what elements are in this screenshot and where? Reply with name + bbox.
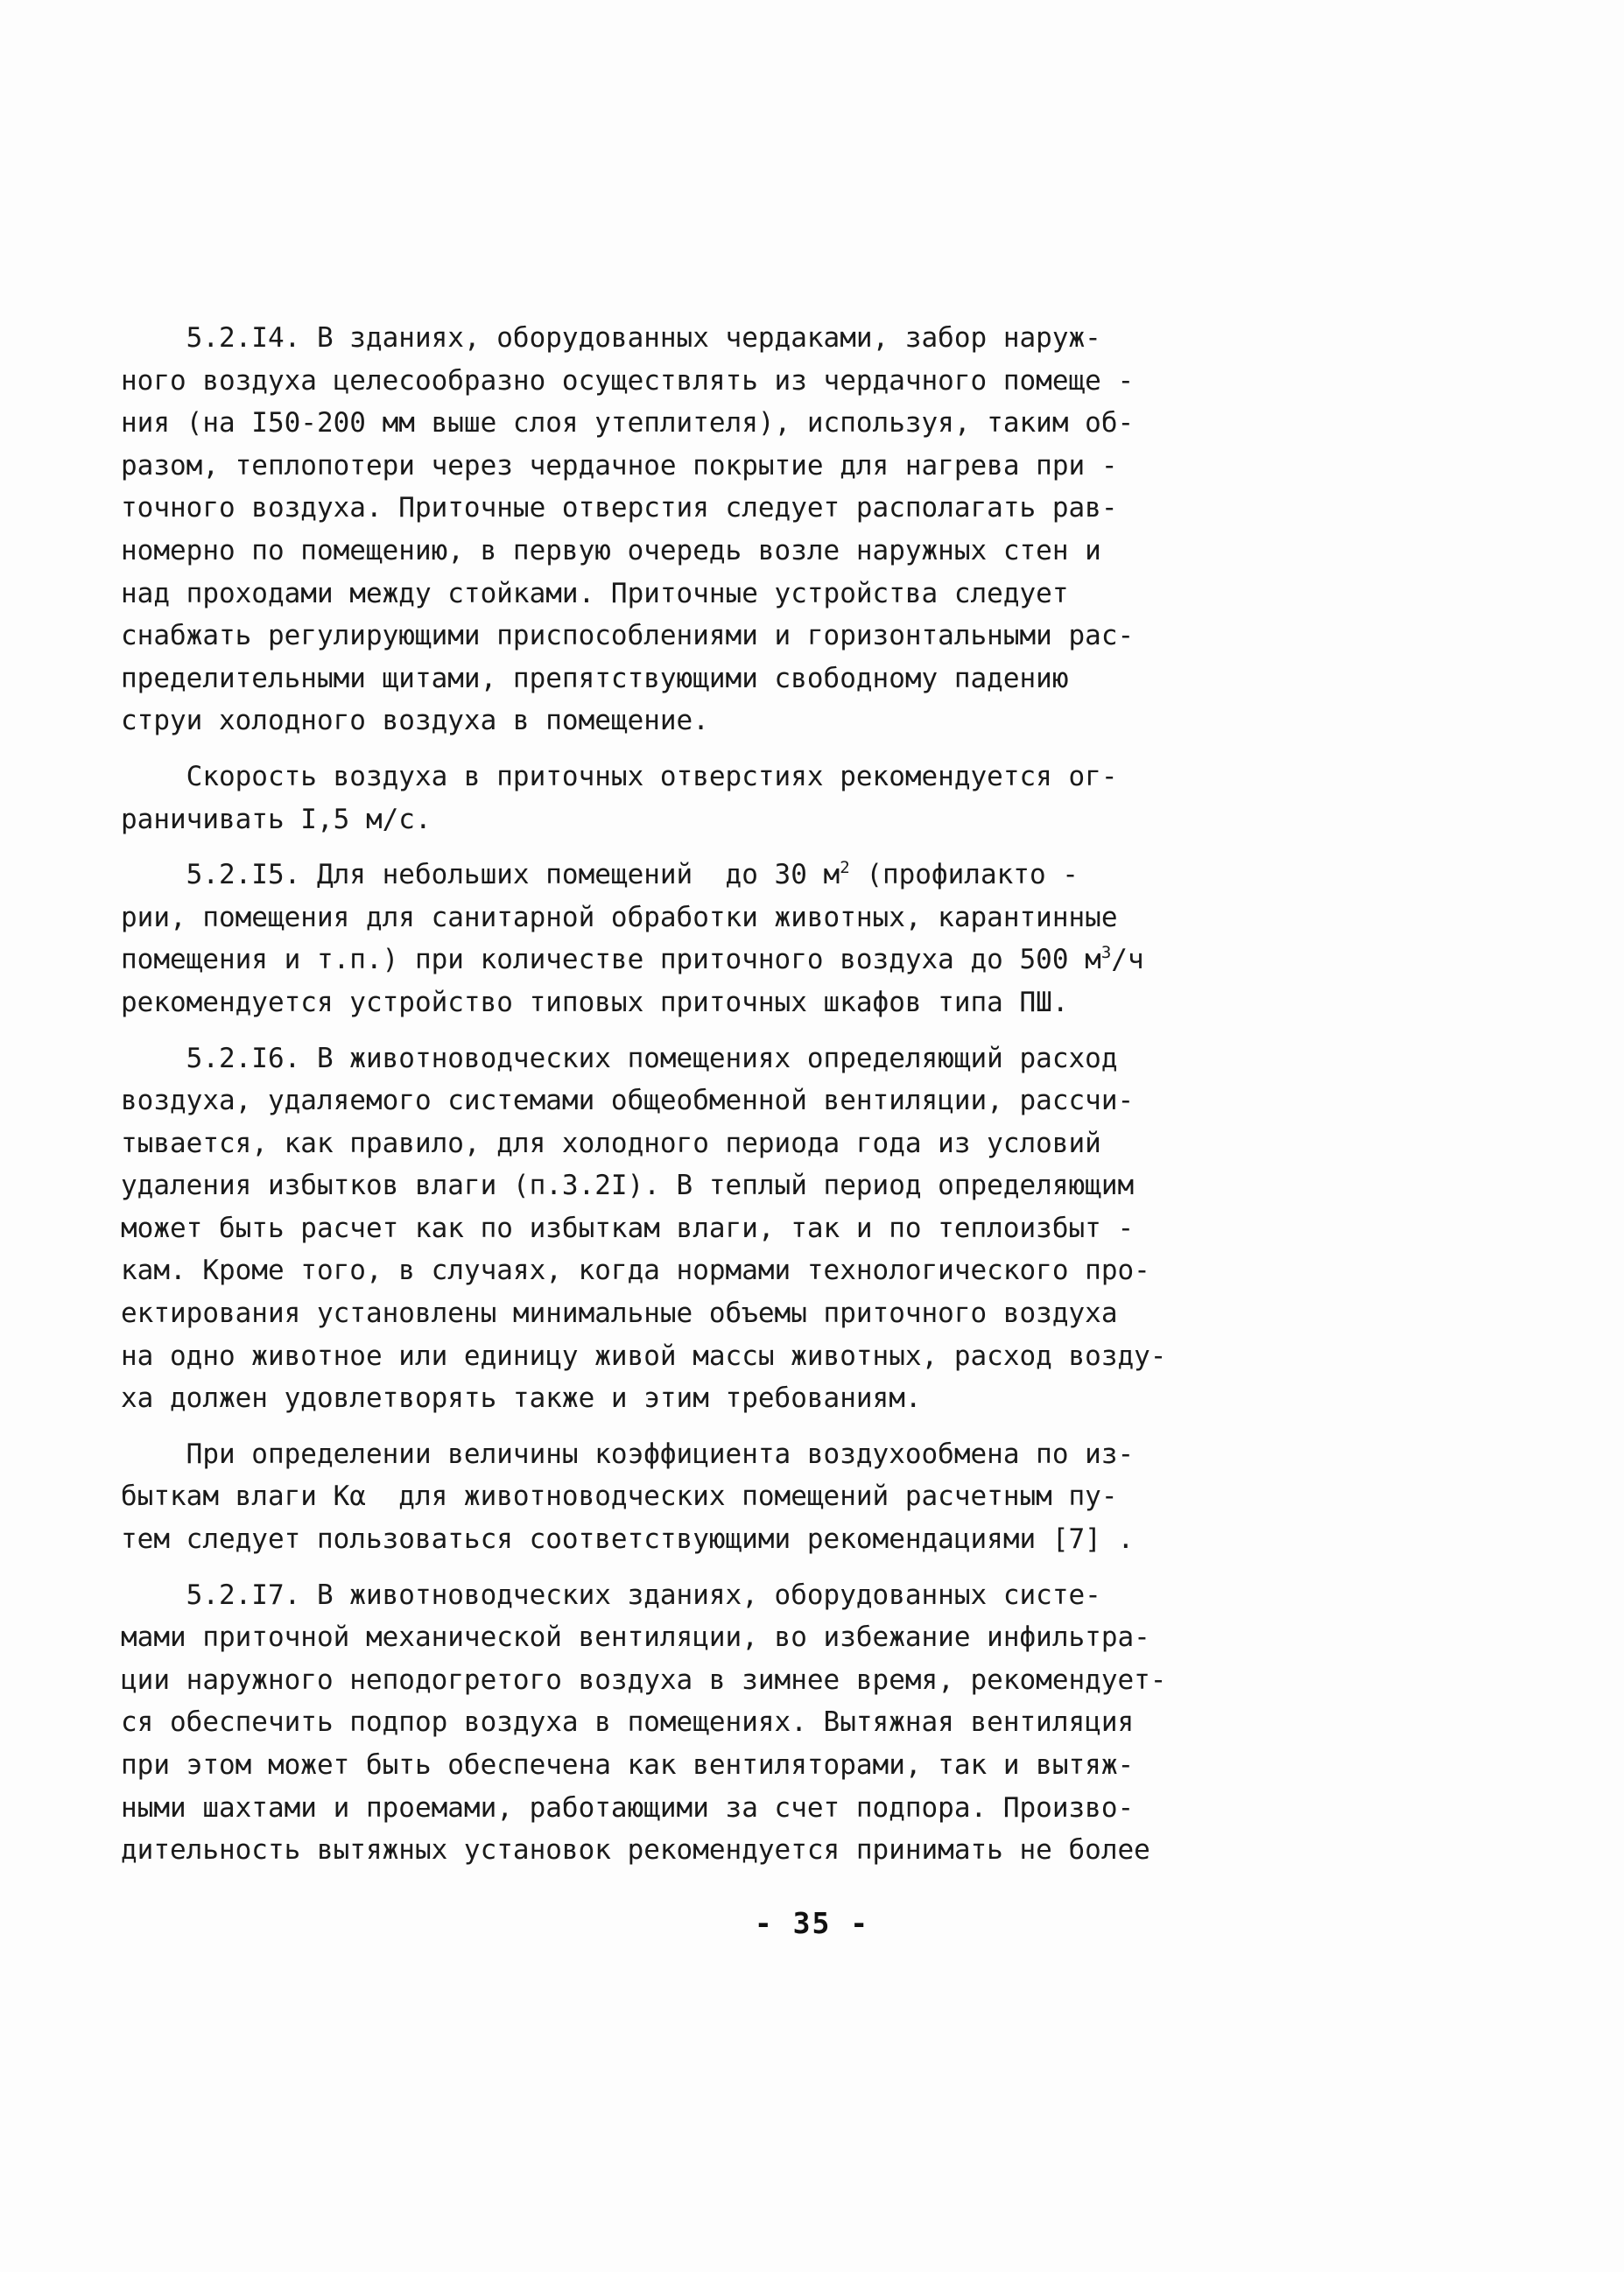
paragraph-gap [121,742,1215,756]
paragraph-air-speed [121,756,1215,841]
text-line: номерно по помещению, в первую очередь возле наружных стен и [121,534,1101,566]
text-segment: (профилакто - [849,859,1079,891]
body-text [121,317,1215,1872]
text-line: 5.2.I6. В животноводческих помещениях определяющий расход [121,1042,1118,1074]
text-segment: помещения и т.п.) при количестве приточного воздуха до 500 м [121,944,1101,976]
text-line [121,854,1215,897]
text-line: на одно животное или единицу живой массы животных, расход возду- [121,1340,1167,1372]
text-line: тывается, как правило, для холодного периода года из условий [121,1127,1101,1159]
text-line: кам. Кроме того, в случаях, когда нормами технологического про- [121,1255,1150,1287]
text-line: ния (на I50-200 мм выше слоя утеплителя), используя, таким об- [121,407,1135,440]
text-line: может быть расчет как по избыткам влаги, так и по теплоизбыт - [121,1212,1135,1244]
text-line: ектирования установлены минимальные объемы приточного воздуха [121,1298,1118,1330]
text-line: струи холодного воздуха в помещение. [121,705,709,737]
paragraph-gap [121,841,1215,854]
text-line: воздуха, удаляемого системами общеобменной вентиляции, рассчи- [121,1085,1135,1117]
text-line: снабжать регулирующими приспособлениями и горизонтальными рас- [121,620,1135,652]
text-line: Скорость воздуха в приточных отверстиях рекомендуется ог- [121,760,1118,792]
text-line: При определении величины коэффициента воздухообмена по из- [121,1438,1135,1470]
text-line: рекомендуется устройство типовых приточных шкафов типа ПШ. [121,986,1069,1018]
text-line: 5.2.I4. В зданиях, оборудованных чердаками, забор наруж- [121,322,1101,354]
text-line: пределительными щитами, препятствующими свободному падению [121,662,1069,694]
text-line: ха должен удовлетворять также и этим требованиям. [121,1382,922,1415]
text-line: быткам влаги Kα для животноводческих помещений расчетным пу- [121,1481,1118,1513]
text-line: тем следует пользоваться соответствующими рекомендациями [7] . [121,1523,1135,1556]
text-line: ного воздуха целесообразно осуществлять из чердачного помеще - [121,364,1135,397]
paragraph-5-2-14 [121,317,1215,742]
superscript: 2 [840,858,850,878]
text-segment: /ч [1111,944,1144,976]
text-line: при этом может быть обеспечена как вентиляторами, так и вытяж- [121,1749,1135,1781]
text-line: ными шахтами и проемами, работающими за счет подпора. Произво- [121,1791,1135,1824]
text-line: мами приточной механической вентиляции, во избежание инфильтра- [121,1621,1150,1654]
text-line: разом, теплопотери через чердачное покрытие для нагрева при - [121,449,1118,482]
text-line: ся обеспечить подпор воздуха в помещениях. Вытяжная вентиляция [121,1706,1135,1739]
page-number: - 35 - [754,1906,870,1940]
text-line [121,939,1215,981]
paragraph-5-2-17 [121,1574,1215,1872]
text-line: ции наружного неподогретого воздуха в зимнее время, рекомендует- [121,1664,1167,1696]
text-line: удаления избытков влаги (п.3.2I). В теплый период определяющим [121,1170,1135,1202]
text-line: 5.2.I7. В животноводческих зданиях, оборудованных систе- [121,1579,1101,1611]
paragraph-5-2-15 [121,854,1215,1023]
text-line: дительность вытяжных установок рекомендуется принимать не более [121,1834,1150,1867]
paragraph-gap [121,1024,1215,1038]
text-line: рии, помещения для санитарной обработки животных, карантинные [121,901,1118,933]
paragraph-gap [121,1561,1215,1574]
text-segment: 5.2.I5. Для небольших помещений до 30 м [121,859,840,891]
text-line: точного воздуха. Приточные отверстия следует располагать рав- [121,492,1118,524]
superscript: 3 [1100,943,1112,963]
paragraph-coefficient [121,1433,1215,1561]
paragraph-gap [121,1420,1215,1433]
paragraph-5-2-16 [121,1038,1215,1420]
text-line: над проходами между стойками. Приточные устройства следует [121,577,1069,609]
text-line: раничивать I,5 м/с. [121,803,432,835]
